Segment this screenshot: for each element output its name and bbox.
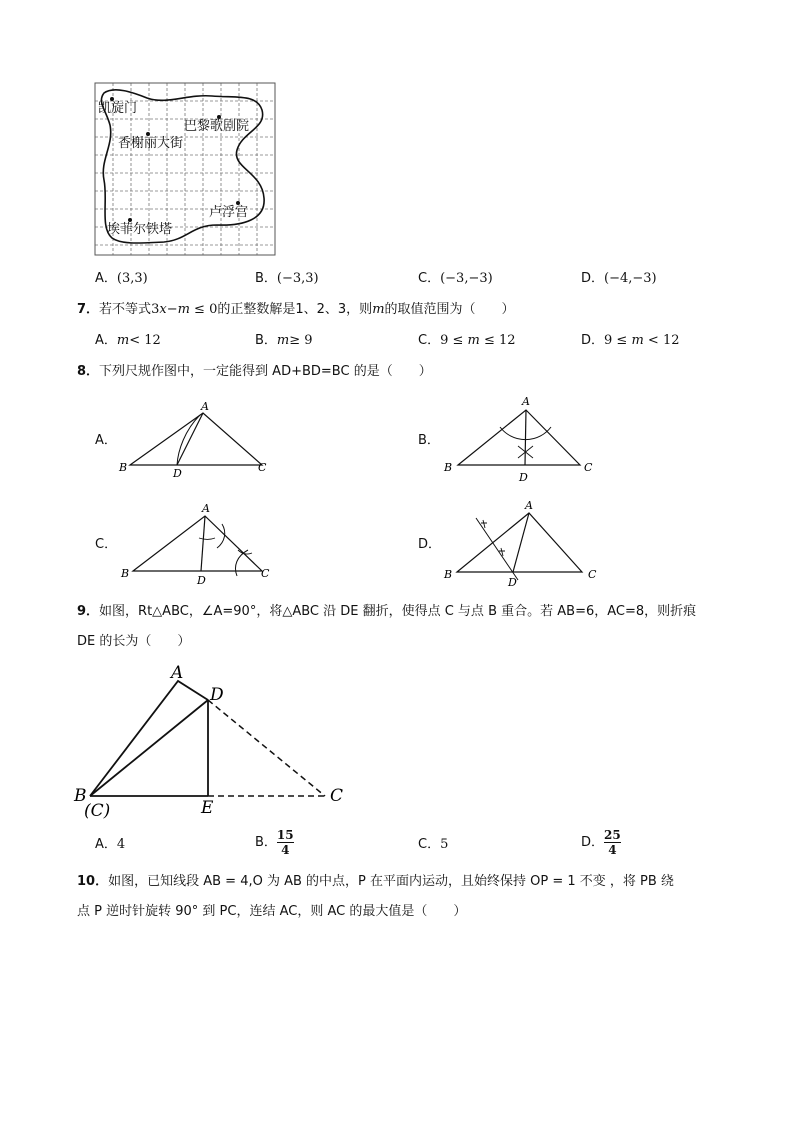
q7-option-d-value: 9 ≤	[604, 333, 632, 348]
q6-option-c[interactable]	[418, 270, 493, 288]
q6-option-a[interactable]	[95, 270, 148, 288]
q9-option-b-numerator: 15	[276, 828, 294, 842]
q7-option-c-var: m	[467, 333, 480, 348]
q9-option-c-letter: C．	[418, 837, 441, 852]
q8-option-a-letter[interactable]: A．	[95, 433, 117, 448]
q9-option-d-letter: D．	[581, 834, 605, 850]
q8a-label-A: A	[201, 400, 209, 413]
q7-option-b-value: ≥ 9	[289, 333, 313, 348]
q8-figure-d	[438, 498, 608, 590]
q8a-label-D: D	[173, 467, 182, 480]
q8d-label-C: C	[588, 568, 597, 581]
q8d-label-B: B	[444, 568, 453, 581]
q10-stem-line2: 点 P 逆时针旋转 90° 到 PC，连结 AC，则 AC 的最大值是（ ）	[77, 904, 467, 919]
q8b-label-C: C	[584, 461, 593, 474]
q8b-label-D: D	[519, 471, 528, 484]
q6-label-eiffel: 埃菲尔铁塔	[107, 222, 173, 237]
q9-option-b[interactable]	[255, 828, 294, 857]
q8-stem-text: 下列尺规作图中，一定能得到 AD+BD=BC 的是（ ）	[99, 364, 432, 379]
q6-option-a-value: (3,3)	[116, 271, 148, 286]
q6-option-c-value: (−3,−3)	[440, 271, 493, 286]
q7-option-a-value: < 12	[129, 333, 161, 348]
q8c-label-B: B	[121, 567, 130, 580]
q7-option-d[interactable]	[581, 332, 679, 350]
q6-option-a-letter: A．	[95, 271, 117, 286]
q8-figure-a	[115, 395, 285, 480]
q7-stem-m: m	[372, 302, 385, 317]
q7-stem	[77, 301, 515, 319]
q7-option-a[interactable]	[95, 332, 161, 350]
q7-stem-part2: 的正整数解是1、2、3，则	[217, 302, 373, 317]
q9-stem-line2: DE 的长为（ ）	[77, 634, 191, 649]
q7-number: 7．	[77, 302, 100, 317]
q7-option-b[interactable]	[255, 332, 313, 350]
q8b-label-B: B	[444, 461, 453, 474]
q8-number: 8．	[77, 364, 100, 379]
q7-option-c[interactable]	[418, 332, 516, 350]
q6-option-c-letter: C．	[418, 271, 441, 286]
q6-label-champs: 香榭丽大街	[118, 136, 184, 151]
q7-option-c-value: 9 ≤	[440, 333, 468, 348]
q8c-label-C: C	[261, 567, 270, 580]
q7-stem-part3: 的取值范围为（ ）	[384, 302, 515, 317]
q9-stem-text1: 如图，Rt△ABC，∠A=90°，将△ABC 沿 DE 翻折，使得点 C 与点 B 重合。若 AB=6，AC=8，则折痕	[99, 604, 697, 619]
q9-option-a-letter: A．	[95, 837, 117, 852]
q9-option-d-numerator: 25	[604, 828, 621, 842]
q7-ineq-minus: −	[166, 302, 178, 317]
q9-label-A: A	[171, 663, 184, 683]
q8c-label-A: A	[202, 502, 210, 515]
q9-label-E: E	[201, 798, 214, 818]
q9-option-d-denominator: 4	[608, 843, 617, 857]
q8-figure-c	[115, 500, 285, 590]
q9-figure	[70, 660, 360, 820]
q9-label-B: B	[74, 786, 87, 806]
q6-map-figure	[92, 80, 278, 258]
q7-option-d-tail: < 12	[643, 333, 680, 348]
q6-option-b-letter: B．	[255, 271, 277, 286]
q7-option-a-letter: A．	[95, 333, 117, 348]
q6-option-b-value: (−3,3)	[276, 271, 319, 286]
q8-stem	[77, 363, 432, 381]
q7-ineq-coef: 3	[151, 302, 160, 317]
q9-label-C: C	[330, 786, 344, 806]
q9-option-b-fraction	[277, 828, 294, 857]
q9-option-a-value: 4	[116, 837, 126, 852]
q9-number: 9．	[77, 604, 100, 619]
q7-option-b-var: m	[276, 333, 290, 348]
q10-number: 10．	[77, 874, 109, 889]
q7-option-c-letter: C．	[418, 333, 441, 348]
q9-option-d[interactable]	[581, 828, 621, 857]
q8c-label-D: D	[197, 574, 206, 587]
q9-option-d-fraction	[604, 828, 621, 857]
q6-option-d[interactable]	[581, 270, 657, 288]
q7-ineq-m: m	[177, 302, 190, 317]
q7-option-c-tail: ≤ 12	[479, 333, 516, 348]
q9-option-c-value: 5	[440, 837, 449, 852]
q6-option-b[interactable]	[255, 270, 319, 288]
q9-option-b-denominator: 4	[281, 843, 290, 857]
q7-stem-part1: 若不等式	[99, 302, 152, 317]
q9-option-c[interactable]	[418, 836, 448, 854]
q6-label-opera: 巴黎歌剧院	[184, 119, 250, 134]
q10-stem-text1: 如图，已知线段 AB = 4,O 为 AB 的中点，P 在平面内运动，且始终保持 OP = 1 不变 ，将 PB 绕	[108, 874, 674, 889]
q6-option-d-value: (−4,−3)	[604, 271, 657, 286]
q8-option-c-letter[interactable]: C．	[95, 537, 118, 552]
q6-option-d-letter: D．	[581, 271, 605, 286]
q8d-label-D: D	[508, 576, 517, 589]
q7-option-b-letter: B．	[255, 333, 277, 348]
q8a-label-B: B	[119, 461, 128, 474]
q8d-label-A: A	[525, 499, 533, 512]
q10-stem-line1	[77, 873, 674, 891]
q6-label-kaixuanmen: 凯旋门	[98, 101, 138, 116]
q7-option-d-var: m	[631, 333, 644, 348]
q7-option-d-letter: D．	[581, 333, 605, 348]
q9-option-b-letter: B．	[255, 834, 277, 850]
q8b-label-A: A	[522, 395, 530, 408]
q7-ineq-x: x	[159, 302, 167, 317]
q9-option-a[interactable]	[95, 836, 125, 854]
q8-figure-b	[438, 392, 608, 487]
q9-stem-line1	[77, 603, 696, 621]
q7-ineq-rel: ≤ 0	[189, 302, 218, 317]
q8a-label-C: C	[258, 461, 267, 474]
q9-label-D: D	[210, 685, 224, 705]
q8-option-b-letter[interactable]: B．	[418, 433, 440, 448]
q9-label-C-paren: (C)	[84, 801, 111, 820]
q7-option-a-var: m	[116, 333, 130, 348]
q8-option-d-letter[interactable]: D．	[418, 537, 442, 552]
q6-label-louvre: 卢浮宫	[209, 205, 249, 220]
